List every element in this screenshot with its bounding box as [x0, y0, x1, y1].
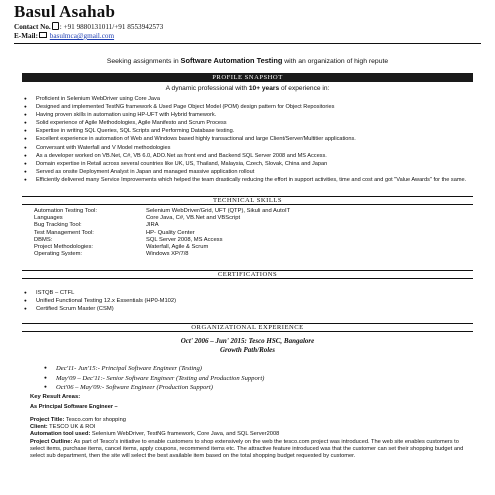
list-item: ● Designed and implemented TestNG framework & Used Page Object Model (POM) design pattern for Object Repositories [36, 103, 473, 111]
list-item: ● Oct'06 – May'09:- Software Engineer (Production Support) [44, 383, 264, 393]
client-line: Client: TESCO UK & ROI [30, 424, 96, 431]
header-divider [14, 43, 481, 44]
table-row: DBMS: SQL Server 2008, MS Access [34, 236, 223, 243]
table-row: Test Management Tool: HP- Quality Center [34, 229, 195, 236]
list-item: ● Efficiently delivered many Service Improvements which helped the team drastically reducing the effort in support activities, time and cost and got "Value Awards" for the same. [36, 176, 473, 184]
list-item: ● Certified Scrum Master (CSM) [36, 305, 473, 313]
email-link[interactable]: basulmca@gmail.com [49, 32, 115, 40]
section-certifications: CERTIFICATIONS [22, 270, 473, 279]
project-title-line: Project Title: Tesco.com for shopping [30, 417, 126, 423]
roles-list [44, 364, 264, 393]
list-item: ● Proficient in Selenium WebDriver using Core Java [36, 95, 473, 103]
profile-intro: A dynamic professional with 10+ years of experience in: [165, 85, 330, 92]
list-item: ● May'09 – Dec'11:- Senior Software Engineer (Testing and Production Support) [44, 374, 264, 384]
section-profile-snapshot: PROFILE SNAPSHOT [22, 73, 473, 82]
contact-label: Contact No. [14, 23, 51, 31]
section-technical-skills: TECHNICAL SKILLS [22, 196, 473, 205]
growth-path-heading: Growth Path/Roles [219, 346, 276, 354]
list-item: ● Unified Functional Testing 12.x Essentials (HP0-M102) [36, 297, 473, 305]
list-item: ● Served as onsite Deployment Analyst in Japan and managed massive application rollout [36, 168, 473, 176]
table-row: Languages Core Java, C#, VB.Net and VBScript [34, 215, 241, 222]
list-item: ● Excellent experience in automation of Web and Windows based highly transactional and large Client/Server/Multitier applications. [36, 135, 473, 143]
table-row: Automation Testing Tool: Selenium WebDriver/Grid, UFT (QTP), Sikuli and AutoIT [34, 208, 291, 214]
list-item: ● Domain expertise in Retail across several countries like UK, US, Thailand, Malaysia, Czech, Slovak, China and Japan [36, 160, 473, 168]
tools-line: Automation tool used: Selenium WebDriver, TestNG framework, Core Java, and SQL Server2008 [30, 431, 280, 438]
list-item: ● Having proven skills in automation using HP-UFT with Hybrid framework. [36, 111, 473, 119]
contact-block [14, 22, 163, 41]
table-row: Project Methodologies: Waterfall, Agile & Scrum [34, 244, 209, 251]
phone-icon [52, 22, 59, 30]
mail-icon [39, 32, 47, 38]
email-line: E-Mail: basulmca@gmail.com [14, 32, 115, 40]
list-item: ● Solid experience of Agile Methodologies, Agile Manifesto and Scrum Process [36, 119, 473, 127]
project-outline: Project Outline: As part of Tesco's initiative to enable customers to shop extensively on the web the tesco.com project was introduced. The web site enables customers to select items, purchase items, cancel items, apply coupons, recommend items etc. The attractive feature introduced was that the customer can set their shopping budget and select sub department, then the site will select the best available item based on the total shopping budget requested by customer. [30, 438, 464, 460]
list-item: ● Conversant with Waterfall and V Model methodologies [36, 144, 473, 152]
list-item: ● Expertise in writing SQL Queries, SQL Scripts and Performing Database testing. [36, 127, 473, 135]
candidate-name: Basul Asahab [14, 2, 116, 21]
project-details [30, 417, 471, 460]
list-item: ● Dec'11- Jun'15:- Principal Software Engineer (Testing) [44, 364, 264, 374]
objective-line: Seeking assignments in Software Automation Testing with an organization of high repute [106, 56, 389, 65]
objective-highlight: Software Automation Testing [180, 56, 283, 65]
phone-line [14, 22, 163, 32]
skills-table [34, 208, 290, 258]
email-label: E-Mail [14, 32, 36, 40]
section-organizational-experience: ORGANIZATIONAL EXPERIENCE [22, 323, 473, 332]
list-item: ● As a developer worked on VB.Net, C#, VB 6.0, ADO.Net as front end and Backend SQL Server 2008 and MS Access. [36, 152, 473, 160]
phone-numbers: : +91 9880131011/+91 8553942573 [59, 23, 164, 31]
employment-period: Oct' 2006 – Jun' 2015: Tesco HSC, Bangalore [180, 337, 315, 345]
list-item: ● ISTQB – CTFL [36, 289, 473, 297]
certification-list [22, 289, 473, 313]
table-row: Bug Tracking Tool: JIRA [34, 222, 159, 229]
table-row: Operating System: Windows XP/7/8 [34, 251, 189, 258]
key-result-areas-heading: Key Result Areas: [30, 394, 81, 400]
role-heading: As Principal Software Engineer – [30, 404, 118, 410]
profile-bullet-list [22, 95, 473, 184]
